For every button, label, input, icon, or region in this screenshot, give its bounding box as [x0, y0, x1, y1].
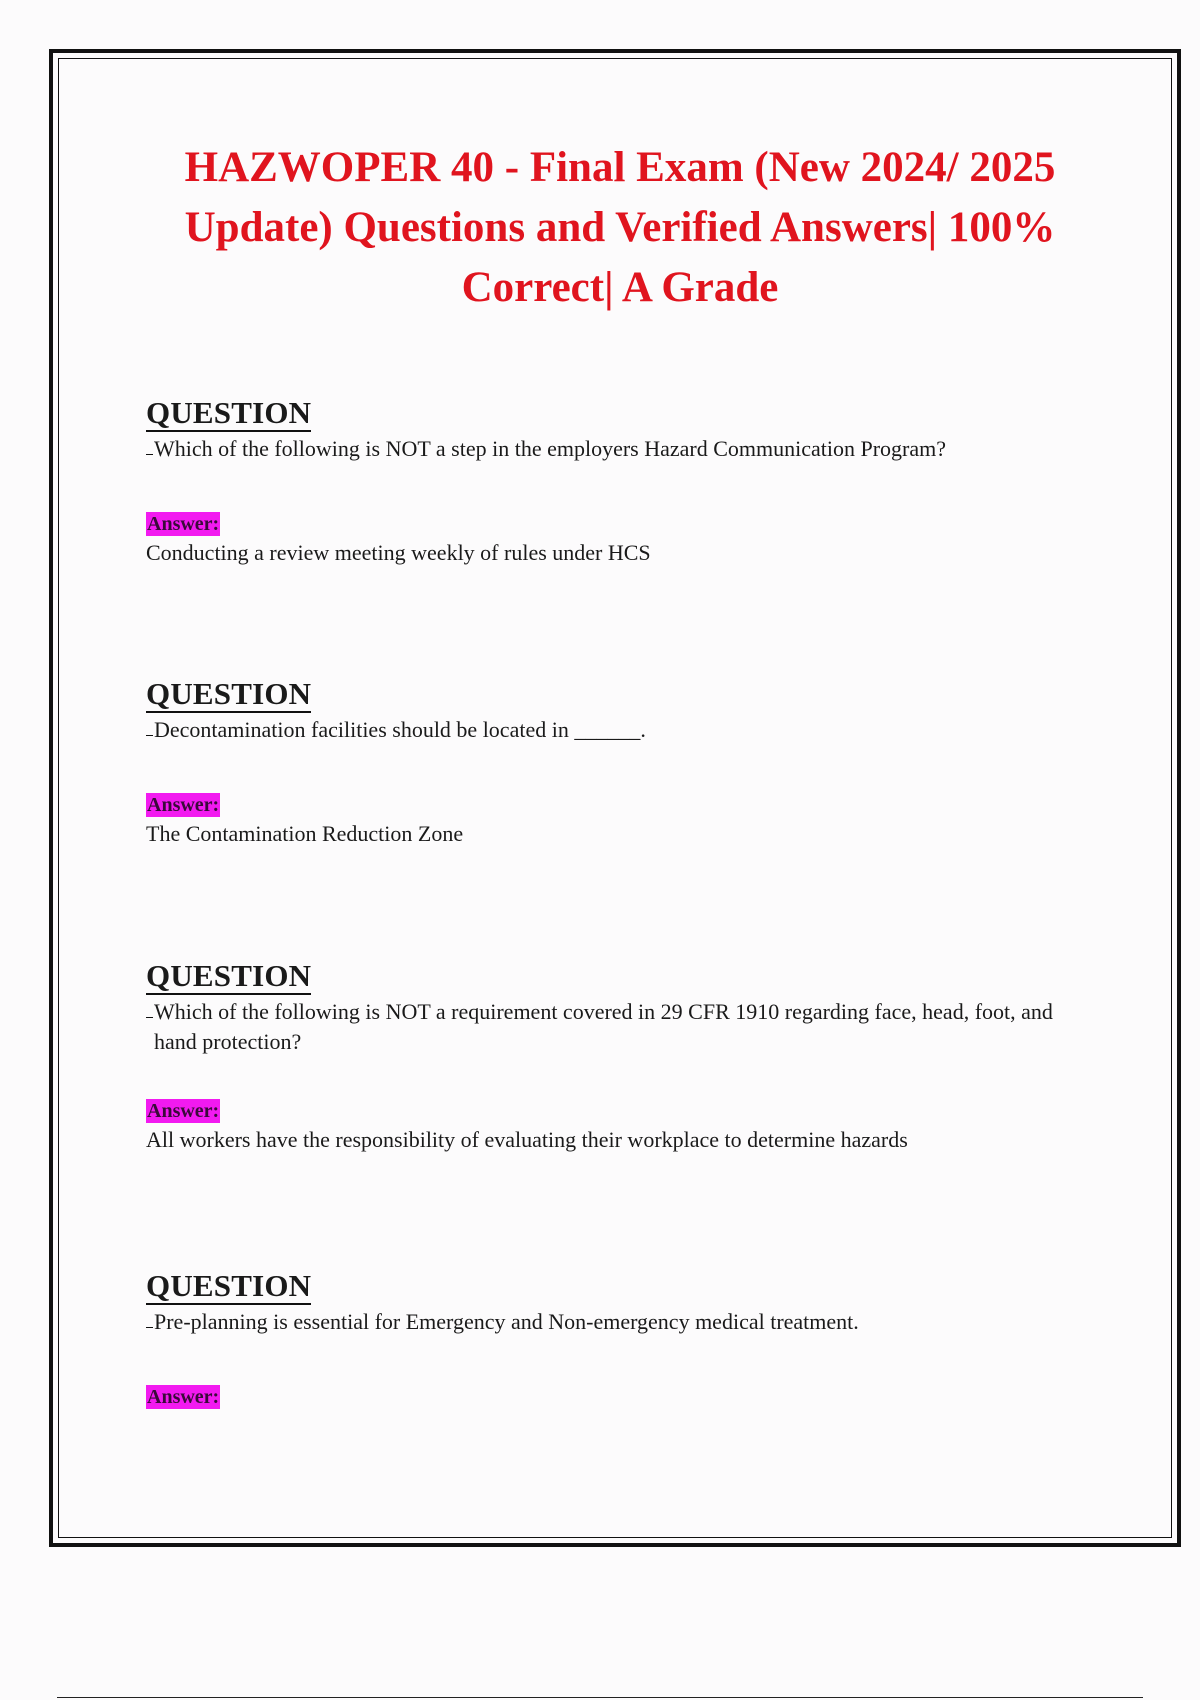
question-text-content: Decontamination facilities should be located in ______.: [154, 717, 646, 742]
question-underscore-mark: [146, 1327, 153, 1328]
question-heading: QUESTION: [146, 958, 312, 993]
answer-text: Conducting a review meeting weekly of rules under HCS: [146, 540, 651, 565]
document-title: HAZWOPER 40 - Final Exam (New 2024/ 2025 Update) Questions and Verified Answers| 100% Correct| A Grade: [184, 144, 1056, 311]
answer-label: Answer:: [147, 1386, 220, 1408]
question-heading: QUESTION: [146, 1268, 312, 1303]
question-text: [146, 434, 1066, 464]
answer-text: The Contamination Reduction Zone: [146, 821, 464, 846]
question-text-content: Which of the following is NOT a step in the employers Hazard Communication Program?: [154, 436, 947, 461]
question-underscore-mark: [146, 1017, 153, 1018]
question-text-content: Which of the following is NOT a requirement covered in 29 CFR 1910 regarding face, head, foot, and hand protection?: [154, 999, 1053, 1054]
question-text-content: Pre-planning is essential for Emergency and Non-emergency medical treatment.: [154, 1309, 859, 1334]
qa-item: [146, 677, 1066, 849]
question-heading: QUESTION: [146, 676, 312, 711]
question-underscore-mark: [146, 454, 153, 455]
answer-label: Answer:: [147, 794, 220, 816]
answer-label: Answer:: [147, 513, 220, 535]
qa-item: [146, 959, 1066, 1155]
question-text: [146, 1307, 1066, 1337]
question-text: [146, 715, 1066, 745]
qa-item: [146, 1269, 1066, 1411]
answer-text: All workers have the responsibility of evaluating their workplace to determine hazards: [146, 1127, 908, 1152]
question-heading: QUESTION: [146, 395, 312, 430]
question-text: [146, 997, 1066, 1057]
footer-divider: [57, 1697, 1143, 1698]
answer-label: Answer:: [147, 1100, 220, 1122]
qa-item: [146, 396, 1066, 568]
question-underscore-mark: [146, 735, 153, 736]
